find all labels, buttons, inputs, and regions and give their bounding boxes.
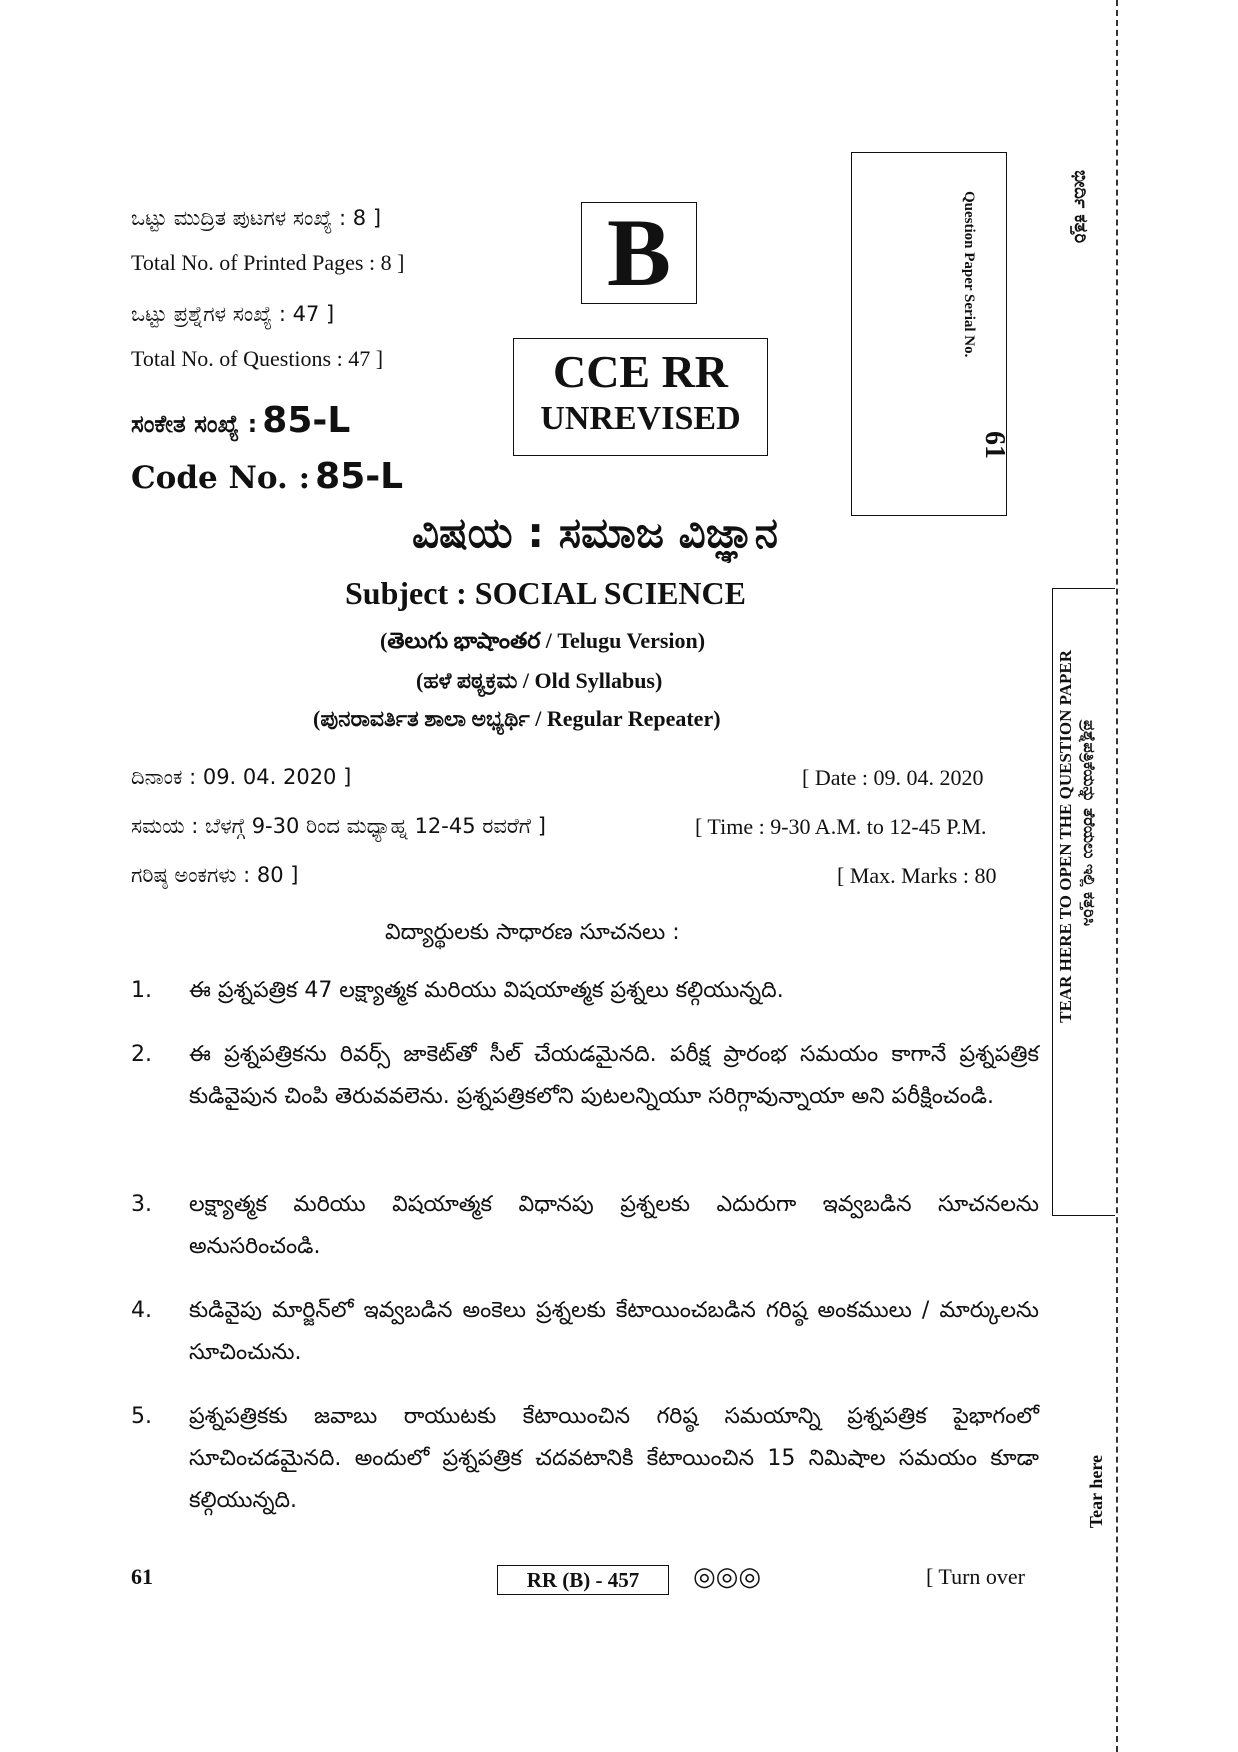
cut-line [1116,0,1118,1752]
footer-page-code: 61 [131,1564,153,1589]
printed-pages-en: Total No. of Printed Pages : 8 ] [131,250,405,275]
tear-open-en: TEAR HERE TO OPEN THE QUESTION PAPER [1056,650,1075,1023]
tear-here-label: Tear here [1086,1455,1106,1529]
marks-en: [ Max. Marks : 80 [837,863,997,888]
version-letter-box: B [581,202,697,304]
instruction-number: 3. [131,1192,152,1217]
instruction-number: 5. [131,1404,152,1429]
instruction-number: 1. [131,978,152,1003]
tear-open-kn: ಪ್ರಶ್ನೆಪತ್ರಿಕೆಯನ್ನು ತೆರೆಯಲು ಇಲ್ಲಿ ಕತ್ತರಿಸಿ [1080,720,1099,927]
serial-box [851,152,1010,516]
instruction-text: లక్ష్యాత్మక మరియు విషయాత్మక విధానపు ప్రశ్నలకు ఎదురుగా ఇవ్వబడిన సూచనలను అనుసరించండి. [189,1192,1039,1259]
instruction-text: ప్రశ్నపత్రికకు జవాబు రాయుటకు కేటాయించిన గరిష్ఠ సమయాన్ని ప్రశ్నపత్రిక పైభాగంలో సూచించడమైనది. అందులో ప్రశ్నపత్రిక చదవటానికి కేటాయించిన 15 నిమిషాల సమయం కూడా కల్గియున్నది. [189,1404,1039,1513]
printed-pages-kn: ಒಟ್ಟು ಮುದ್ರಿತ ಪುಟಗಳ ಸಂಖ್ಯೆ : 8 ] [131,206,382,230]
code-en-label: Code No. : [131,460,311,496]
subject-kn: ವಿಷಯ : ಸಮಾಜ ವಿಜ್ಞಾನ [412,508,778,557]
candidate-type: (ಪುನರಾವರ್ತಿತ ಶಾಲಾ ಅಭ್ಯರ್ಥಿ / Regular Repeater) [313,706,721,731]
instruction-number: 2. [131,1042,152,1067]
version-telugu: (తెలుగు భాషాంతర / Telugu Version) [380,628,706,653]
code-kn-row [131,400,350,441]
code-en-row [131,456,403,497]
time-kn: ಸಮಯ : ಬೆಳಗ್ಗೆ 9-30 ರಿಂದ ಮಧ್ಯಾಹ್ನ 12-45 ರವರೆಗೆ ] [131,814,546,838]
instructions-heading: విద్యార్థులకు సాధారణ సూచనలు : [385,920,680,945]
code-kn-label: ಸಂಕೇತ ಸಂಖ್ಯೆ : [131,410,258,438]
date-kn: ದಿನಾಂಕ : 09. 04. 2020 ] [131,765,352,789]
footer-symbols: ◎◎◎ [693,1562,762,1592]
turn-over: [ Turn over [926,1564,1026,1589]
serial-value: 61 [979,431,1010,459]
instruction-text: ఈ ప్రశ్నపత్రిక 47 లక్ష్యాత్మక మరియు విషయాత్మక ప్రశ్నలు కల్గియున్నది. [189,978,784,1003]
total-questions-en: Total No. of Questions : 47 ] [131,346,384,371]
serial-label: Question Paper Serial No. [961,191,977,358]
time-en: [ Time : 9-30 A.M. to 12-45 P.M. [695,814,987,839]
marks-kn: ಗರಿಷ್ಠ ಅಂಕಗಳು : 80 ] [131,863,299,887]
scheme-line2: UNREVISED [540,400,741,437]
code-kn-value: 85-L [262,400,351,441]
footer-paper-code: RR (B) - 457 [497,1565,669,1595]
scheme-box [513,338,768,456]
instruction-number: 4. [131,1298,152,1323]
scheme-line1: CCE RR [552,346,729,397]
instruction-text: కుడివైపు మార్జిన్‌లో ఇవ్వబడిన అంకెలు ప్రశ్నలకు కేటాయించబడిన గరిష్ఠ అంకములు / మార్కులను సూచించును. [189,1298,1039,1365]
margin-top-kn: ಭೀರ್ದಿ ಕತ್ತರಿ [1070,170,1091,244]
instruction-text: ఈ ప్రశ్నపత్రికను రివర్స్ జాకెట్‌తో సీల్ చేయడమైనది. పరీక్ష ప్రారంభ సమయం కాగానే ప్రశ్నపత్రిక కుడివైపున చింపి తెరువవలెను. ప్రశ్నపత్రికలోని పుటలన్నియూ సరిగ్గావున్నాయా అని పరీక్షించండి. [189,1042,1039,1109]
subject-en: Subject : SOCIAL SCIENCE [345,575,746,611]
total-questions-kn: ಒಟ್ಟು ಪ್ರಶ್ನೆಗಳ ಸಂಖ್ಯೆ : 47 ] [131,302,335,326]
syllabus-label: (ಹಳೆ ಪಠ್ಯಕ್ರಮ / Old Syllabus) [416,668,663,693]
code-en-value: 85-L [315,456,404,497]
date-en: [ Date : 09. 04. 2020 [802,765,984,790]
